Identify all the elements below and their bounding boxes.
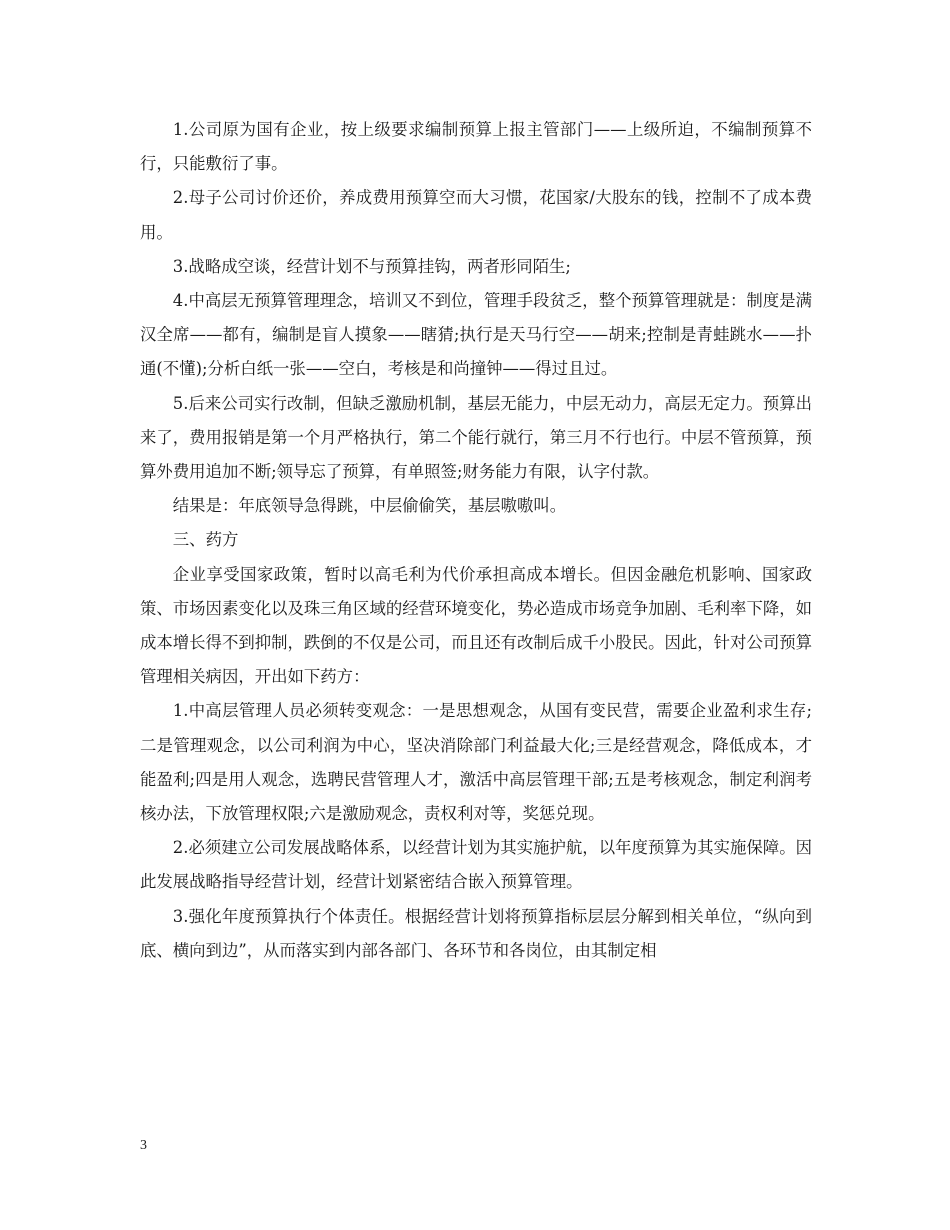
paragraph-remedy-3: 3.强化年度预算执行个体责任。根据经营计划将预算指标层层分解到相关单位，“纵向到底、横向到边”，从而落实到内部各部门、各环节和各岗位，由其制定相 (140, 906, 812, 960)
document-body (140, 113, 812, 968)
paragraph-4: 4.中高层无预算管理理念，培训又不到位，管理手段贫乏，整个预算管理就是：制度是满汉全席——都有，编制是盲人摸象——瞎猜;执行是天马行空——胡来;控制是青蛙跳水——扑通(不懂);分析白纸一张——空白，考核是和尚撞钟——得过且过。 (140, 291, 812, 379)
section-heading: 三、药方 (172, 530, 239, 550)
page-number: 3 (140, 1138, 147, 1153)
paragraph-remedy-2: 2.必须建立公司发展战略体系，以经营计划为其实施护航，以年度预算为其实施保障。因此发展战略指导经营计划，经营计划紧密结合嵌入预算管理。 (140, 838, 812, 892)
paragraph-2: 2.母子公司讨价还价，养成费用预算空而大习惯，花国家/大股东的钱，控制不了成本费用。 (140, 188, 812, 242)
paragraph-5: 5.后来公司实行改制，但缺乏激励机制，基层无能力，中层无动力，高层无定力。预算出来了，费用报销是第一个月严格执行，第二个能行就行，第三月不行也行。中层不管预算，预算外费用追加不断;领导忘了预算，有单照签;财务能力有限，认字付款。 (140, 393, 813, 482)
paragraph-1: 1.公司原为国有企业，按上级要求编制预算上报主管部门——上级所迫，不编制预算不行，只能敷衍了事。 (140, 120, 812, 174)
paragraph-3: 3.战略成空谈，经营计划不与预算挂钩，两者形同陌生; (172, 256, 571, 276)
paragraph-intro: 企业享受国家政策，暂时以高毛利为代价承担高成本增长。但因金融危机影响、国家政策、市场因素变化以及珠三角区域的经营环境变化，势必造成市场竞争加剧、毛利率下降，如成本增长得不到抑制，跌倒的不仅是公司，而且还有改制后成千小股民。因此，针对公司预算管理相关病因，开出如下药方： (140, 564, 813, 687)
paragraph-remedy-1: 1.中高层管理人员必须转变观念：一是思想观念，从国有变民营，需要企业盈利求生存;二是管理观念，以公司利润为中心，坚决消除部门利益最大化;三是经营观念，降低成本，才能盈利;四是用人观念，选聘民营管理人才，激活中高层管理干部;五是考核观念，制定利润考核办法，下放管理权限;六是激励观念，责权利对等，奖惩兑现。 (140, 701, 812, 824)
paragraph-result: 结果是：年底领导急得跳，中层偷偷笑，基层嗷嗷叫。 (172, 496, 567, 516)
